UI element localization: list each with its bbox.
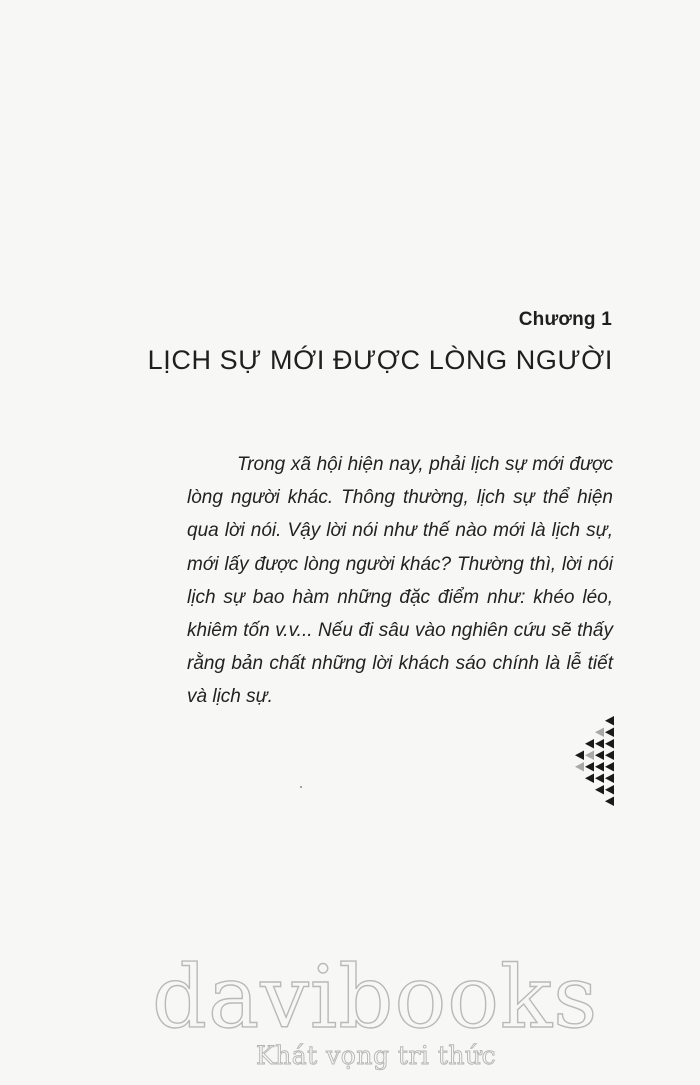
ornament-triangle [595,785,604,795]
intro-line: mới lấy được lòng người khác? Thường thì, lời nói [187,553,613,575]
chapter-number: Chương 1 [518,309,612,330]
ornament-triangle [585,739,594,749]
ornament-triangle [605,739,614,749]
intro-line: qua lời nói. Vậy lời nói như thế nào mới là lịch sự, [187,520,613,542]
intro-line: và lịch sự. [187,686,273,708]
intro-line: Trong xã hội hiện nay, phải lịch sự mới được [237,454,613,475]
print-speck [300,786,302,788]
ornament-triangle [595,774,604,784]
ornament-triangle [585,774,594,784]
ornament-triangle [605,774,614,784]
ornament-triangle [595,728,604,738]
ornament-triangle [605,716,614,726]
ornament-triangle [595,751,604,761]
ornament-triangle [585,751,594,761]
watermark-tagline: Khát vọng tri thức [256,1041,497,1070]
intro-line: khiêm tốn v.v... Nếu đi sâu vào nghiên cứu sẽ thấy [187,619,613,641]
ornament-triangle [605,797,614,807]
intro-line: lòng người khác. Thông thường, lịch sự thể hiện [187,487,613,509]
ornament-triangle [605,762,614,772]
chapter-intro-paragraph [187,448,613,714]
ornament-triangle [605,728,614,738]
intro-line: rằng bản chất những lời khách sáo chính là lễ tiết [187,653,613,675]
ornament-triangle [595,739,604,749]
ornament-triangle [575,751,584,761]
triangle-pattern-icon [566,714,616,810]
ornament-triangle [585,762,594,772]
ornament-triangle [595,762,604,772]
ornament-triangle [605,751,614,761]
ornament-triangle [605,785,614,795]
watermark [152,948,599,1075]
chapter-title: LỊCH SỰ MỚI ĐƯỢC LÒNG NGƯỜI [147,345,613,375]
ornament-triangle [575,762,584,772]
watermark-brand: davibooks [152,948,599,1048]
intro-line: lịch sự bao hàm những đặc điểm như: khéo léo, [187,586,613,608]
